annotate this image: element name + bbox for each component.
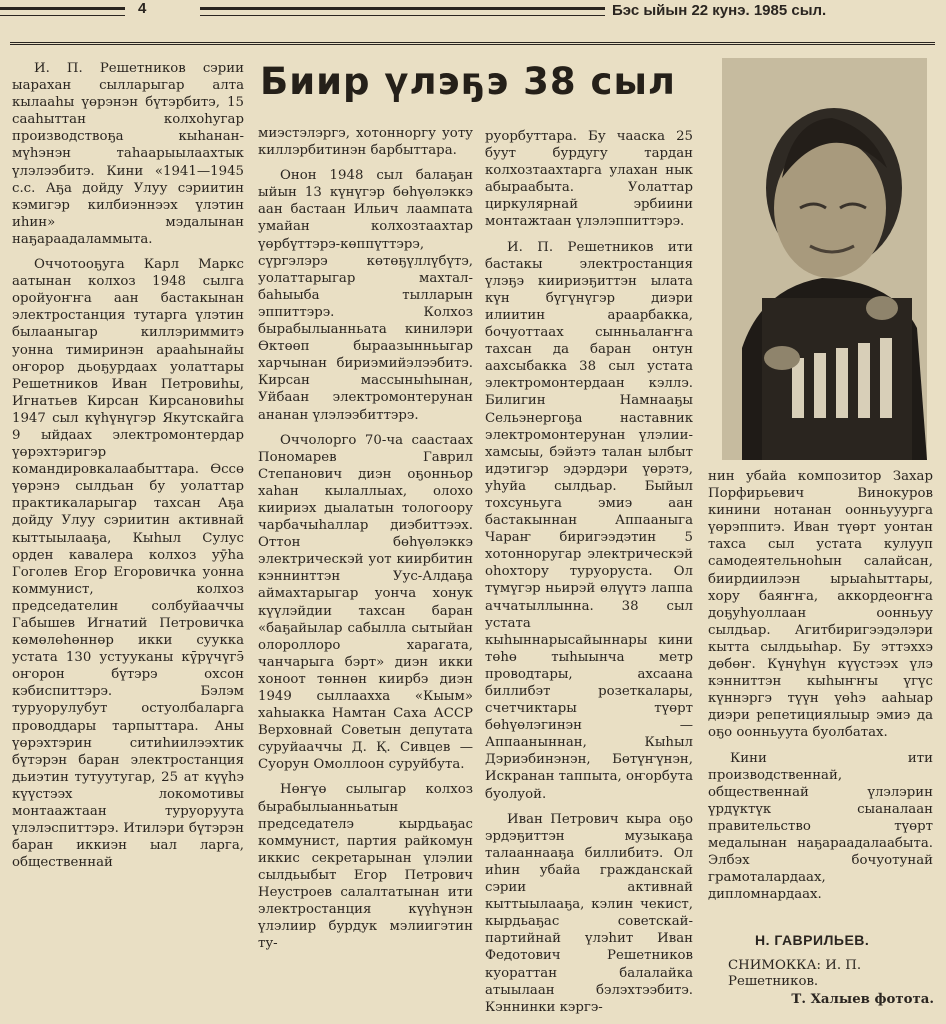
header-divider [10,42,935,45]
paragraph: Онон 1948 сыл балаҕан ыйын 13 күнүгэр бөһүөлэккэ аан бастаан Ильич лаампата умайан колхозтаахтар үөрбүттэрэ-көппүттэрэ, сүргэлэрэ көтөҕүллүбүтэ, уолаттарыгар махтал-баһыыба тылларын эппиттэрэ. Колхоз бырабылыанньатa кинилэри Өктөөп быраазынньыгар харчынан бириэмийэлээбитэ. Кирсан массыныһынан, Уйбаан электромонтерунан ананан үлэлээбиттэрэ. [258,168,473,423]
paragraph: нин убайа композитор Захар Порфирьевич Винокуров кинини нотанан оонньууурга үөрэппитэ. Иван түөрт уонтан тахса сыл устата кулууп самодеятельноһын салайсан, биирдиилээн ырыаһыттары, хору баяҥҥа, аккордеоҥҥа доҕуһуоллаан оонньуу сылдьар. Агитбиригээдэлэри кытта сылдьыһар. Бу эттэххэ дөбөҥ. Күнүһүн күүстээх үлэ кэнниттэн кыһыҥҥы үгүс күннэргэ түүн үөһэ ааһыар диэри репетициялыыр эмиэ да оҕо оонньуута буолбатах. [708,469,933,741]
page-number: 4 [138,0,147,17]
photographer-credit: Т. Халыев фотота. [791,992,934,1007]
paragraph: миэстэлэргэ, хотонноргу уоту киллэрбитинэн барбыттара. [258,126,473,159]
author-byline: Н. ГАВРИЛЬЕВ. [755,932,870,948]
paragraph: И. П. Решетников ити бастакы электростанция үлэҕэ киириэҕиттэн ылата күн бүгүнүгэр диэри илиитин араарбакка, бочуоттаах сынньалаҥҥа тахсан да баран онтун аахсыбакка 38 сыл устата электромонтердаан кэллэ. Билигин Намнааҕы Сельэнергоҕа наставник электромонтерунан үлэлии-хамсыы, бэйэтэ талан ылбыт идэтигэр эдэрдэри үөрэтэ, уһуйа сылдьар. Быйыл тохсуньуга эмиэ аан бастакыннан Аппааныга Чараҥ биригээдэтин 5 хотонноругар электрическэй оһохтору туруоруста. Ол түмүгэр ньирэй өлүүтэ лаппа аччатыллынна. 38 сыл устата кыһыннарысайыннары кини төһө тыһыынча метр проводтары, ахсаана биллибэт розеткалары, счетчиктары түөрт бөһүөлэгинэн — Аппааныннан, Кыһыл Дэриэбинэнэн, Бөтүҥүнэн, Искранан таппыта, оҥорбута буолуой. [485,239,693,802]
paragraph: Нөҥүө сылыгар колхоз бырабылыанньатын председателэ кырдьаҕас коммунист, партия райкомун иккис секретарынан үлэлии сылдьыбыт Егор Петрович Неустроев салалтатынан ити электростанция күүһүнэн үлэлиир бурдук мэлиигэтин ту- [258,782,473,952]
issue-date: Бэс ыйын 22 кунэ. 1985 сыл. [612,2,827,19]
article-column-2 [258,125,473,952]
paragraph: Иван Петрович кыра оҕо эрдэҕиттэн музыкаҕа талааннааҕа биллибитэ. Ол иһин убайа гражданскай сэрии активнай кыттыылааҕа, кэлин чекист, кырдьаҕас советскай-партийнай үлэһит Иван Федотович Решетников куораттан балалайка атыылаан бэлэхтээбитэ. Кэннинки кэргэ- [485,811,693,1015]
paragraph: Оччолорго 70-ча саастаах Пономарев Гаврил Степанович диэн оҕонньор хаһан кылаллыах, олохо киириэх дыалатын тологоору чарбачыһаллар диэбиттээх. Оттон бөһүөлэккэ электрическэй уот киирбитин кэннинттэн Уус-Алдаҕа аймахтарыгар уонча хонук күүлэйдии тахсан баран «баҕайылар сабылла сытыйан олороллоро харагата, чанчарыга бэрт» диэн икки хоноот төннөн киирбэ диэн 1949 сыллаахха «Кыым» хаһыакка Намтан Саха АССР Верховнай Советын депутата суруйааччы Д. Қ. Сивцев — Суорун Омоллоон суруйбута. [258,432,473,773]
article-column-3 [485,128,693,1016]
article-column-1 [12,60,244,871]
photo-caption: СНИМОККА: И. П. Решетников. [728,958,862,989]
masthead-rule [200,7,605,16]
paragraph: И. П. Решетников сэрии ыарахан сылларыгар алта кылааһы үөрэнэн бүтэрбитэ, 15 сааһыттан колхоһугар производствоҕа кыһанан-мүһэнэн таһаарыылаахтык үлэлээбитэ. Кини «1941—1945 с.с. Аҕа дойду Улуу сэриитин кэмигэр килбиэннээх үлэтин иһин» мэдалынан наҕараадаламмыта. [12,61,244,247]
portrait-photo [722,58,927,460]
paragraph: Оччотооҕуга Карл Маркс аатынан колхоз 1948 сылга оройуоҥҥа аан бастакынан электростанция тутарга үлэтин былааныгар киллэриммитэ уонна тимиринэн арааһынайы оҥорор дьоҕурдаах уолаттары Решетников Иван Петровиһы, Игнатьев Кирсан Кирсановиһы 1947 сыл күһүнүгэр Якутскайга 9 ыйдаах электромонтердар үөрэхтэригэр командировкалаабыттара. Өссө үөрэнэ сылдьан бу уолаттар практикаларыгар тахсан Аҕа дойду Улуу сэриитин активнай кыттыылааҕа, Кыһыл Сулус орден кавалера колхоз уӯһа Гоголев Егор Егоровичка уонна коммунист, колхоз председателин солбуйааччы Габышев Игнатий Петровичка көмөлөһөннөр икки суукка устата 130 устууканы кү̄рүчүгэ̄ оҥорон бүтэрэ охсон кэбиспиттэрэ. Бэлэм туруорулубут остуолбаларга проводдары тарпыттара. Аны үөрэхтэрин ситиһиилээхтик бүтэрэн баран электростанция дьиэтин тутуутугар, 25 ат күүһэ күүстээх локомотивы монтаажтаан туруоруута үлэлэспиттэрэ. Итилэри бүтэрэн баран иккиэн ыал ларга, общественнай [12,257,244,871]
masthead-rule-left [0,7,125,16]
article-headline: Биир үлэҕэ 38 сыл [260,60,676,103]
paragraph: руорбуттара. Бу чааска 25 буут бурдугу тардан колхозтаахтарга улахан нык абыраабыта. Уолаттар циркулярнай эрбиини монтажтаан үлэлэппиттэрэ. [485,129,693,230]
paragraph: Кини ити производственнай, общественнай үлэлэрин үрдүктүк сыаналаан правительство түөрт медалынан наҕараадалаабыта. Элбэх бочуотунай грамоталардаах, дипломнардаах. [708,750,933,903]
masthead [0,0,946,36]
article-column-4 [708,468,933,903]
portrait-illustration [722,58,927,460]
